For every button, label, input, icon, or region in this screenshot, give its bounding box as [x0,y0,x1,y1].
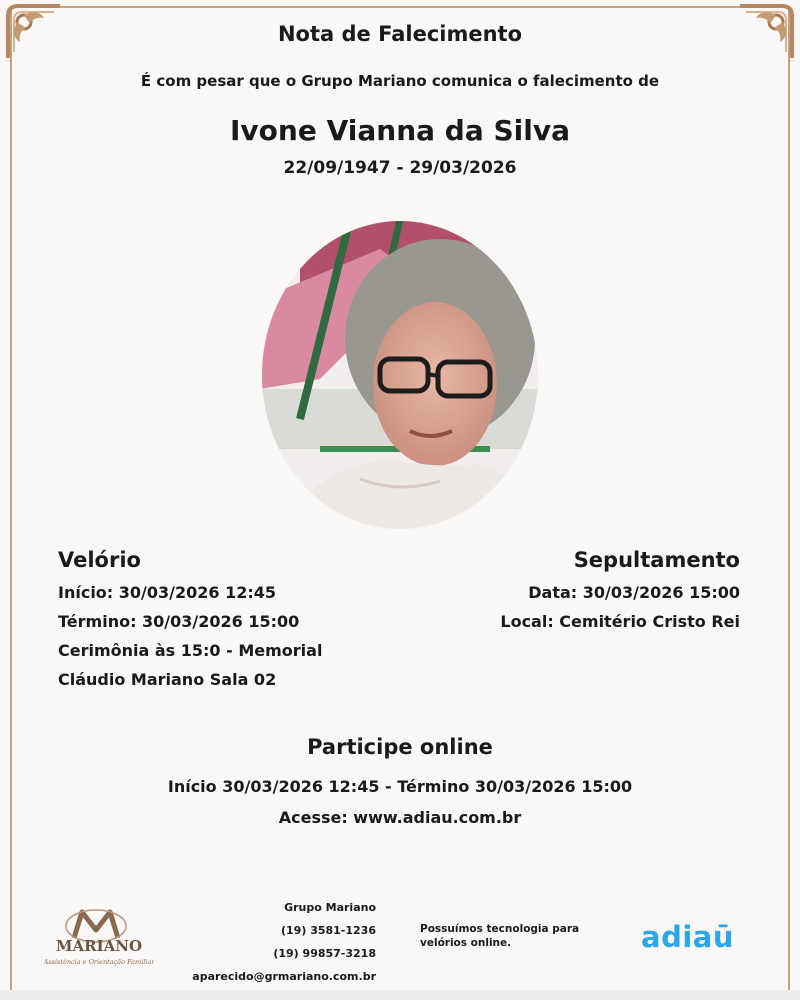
burial-date: Data: 30/03/2026 15:00 [528,583,740,602]
wake-end: Término: 30/03/2026 15:00 [58,612,300,631]
online-access-link[interactable]: Acesse: www.adiau.com.br [278,808,522,827]
adiau-logo-text: adiaū [641,920,734,954]
portrait-photo [260,219,540,531]
burial-section [420,548,740,636]
wake-section [58,548,378,694]
announcement-text: É com pesar que o Grupo Mariano comunica o falecimento de [140,72,660,90]
mariano-logo-text: MARIANO [55,937,143,955]
life-dates: 22/09/1947 - 29/03/2026 [283,158,517,178]
wake-ceremony-line1: Cerimônia às 15:0 - Memorial [58,641,323,660]
online-times: Início 30/03/2026 12:45 - Término 30/03/2026 15:00 [167,777,633,796]
burial-place: Local: Cemitério Cristo Rei [500,612,740,631]
burial-heading: Sepultamento [573,548,740,572]
mariano-logo-tagline: Assistência e Orientação Familiar [44,958,154,966]
adiau-logo-icon [641,914,761,960]
wake-start: Início: 30/03/2026 12:45 [58,583,277,602]
page-title: Nota de Falecimento [277,22,523,46]
phone-2: (19) 99857-3218 [273,947,376,960]
wake-ceremony-line2: Cláudio Mariano Sala 02 [58,670,277,689]
deceased-name: Ivone Vianna da Silva [230,114,570,147]
phone-1: (19) 3581-1236 [281,924,376,937]
contact-block [180,896,376,988]
tech-note: Possuímos tecnologia para velórios online. [420,923,580,949]
company-name: Grupo Mariano [284,901,376,914]
wake-heading: Velório [58,548,141,572]
bottom-bar [0,990,800,1000]
contact-email[interactable]: aparecido@grmariano.com.br [192,970,376,983]
online-heading: Participe online [307,735,493,759]
mariano-logo-icon [44,906,154,968]
